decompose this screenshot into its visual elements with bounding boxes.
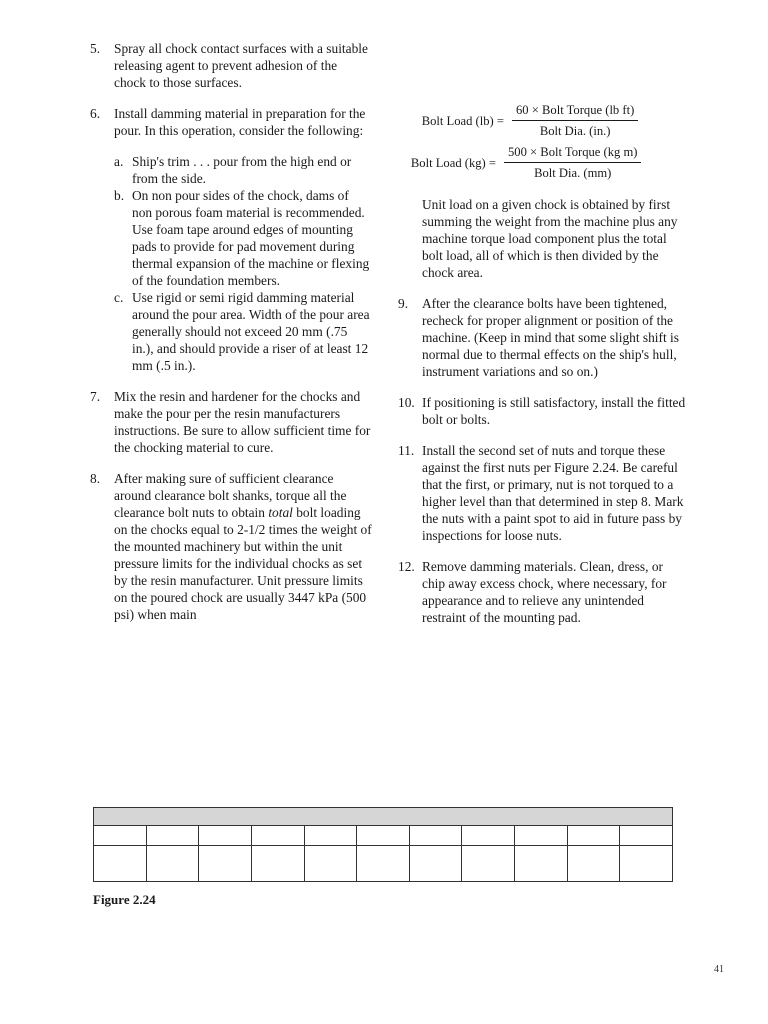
step-12 [398,558,688,626]
step-11 [398,442,688,544]
figure-caption: Figure 2.24 [93,892,156,907]
table-cell [409,846,462,882]
table-header-cell [94,808,673,826]
table-header-row [94,808,673,826]
step-text [114,471,372,622]
sub-label: b. [114,188,125,203]
table-cell [304,846,357,882]
step-8 [90,470,372,623]
figure-table [93,807,673,882]
sub-item-b [114,187,372,289]
unit-load-paragraph: Unit load on a given chock is obtained by first summing the weight from the machine plus any machine torque load component plus the total bolt load, all of which is then divided by the chock area. [422,197,678,280]
sub-text: On non pour sides of the chock, dams of non porous foam material is recommended. Use foam tape around edges of mounting pads to provide for pad movement during thermal expansion of the machine or flexing of the foundation members. [132,188,370,288]
step-6 [90,105,372,374]
step-text-before: After making sure of sufficient clearance around clearance bolt shanks, torque all the clearance bolt nuts to obtain [114,471,347,520]
table-cell [515,826,568,846]
table-cell [94,826,147,846]
table-row [94,826,673,846]
step-text: Mix the resin and hardener for the chocks and make the pour per the resin manufacturers instructions. Be sure to allow sufficient time for the chocking material to cure. [114,389,371,455]
table-cell [146,826,199,846]
sub-text: Use rigid or semi rigid damming material around the pour area. Width of the pour area generally should not exceed 20 mm (.75 in.), and should provide a riser of at least 12 mm (.5 in.). [132,290,370,373]
sub-item-c [114,289,372,374]
step-number: 6. [90,106,101,121]
table-cell [304,826,357,846]
step-text: Install damming material in preparation for the pour. In this operation, consider the following: [114,106,366,138]
sub-label: c. [114,290,124,305]
numerator: 60 × Bolt Torque (lb ft) [512,102,638,121]
denominator: Bolt Dia. (in.) [539,124,611,138]
step-7 [90,388,372,456]
table-row [94,846,673,882]
bolt-load-formulas [398,102,688,182]
numerator: 500 × Bolt Torque (kg m) [504,144,641,163]
step-text: If positioning is still satisfactory, install the fitted bolt or bolts. [422,395,686,427]
table-cell [357,846,410,882]
step-number: 9. [398,296,409,311]
table-cell [462,826,515,846]
table-cell [567,826,620,846]
denominator: Bolt Dia. (mm) [534,166,612,180]
step-text: Remove damming materials. Clean, dress, or chip away excess chock, where necessary, for appearance and to relieve any unintended restraint of the mounting pad. [422,559,667,625]
right-column [398,40,688,640]
sub-item-a [114,153,372,187]
fraction [500,144,645,182]
step-number: 12. [398,559,415,574]
table-cell [251,846,304,882]
fraction [508,102,642,140]
table-cell [251,826,304,846]
table-cell [620,826,673,846]
table-cell [146,846,199,882]
table-cell [515,846,568,882]
step-number: 10. [398,395,415,410]
table-cell [409,826,462,846]
table-cell [94,846,147,882]
step-text-after: bolt loading on the chocks equal to 2-1/2 times the weight of the mounted machinery but within the unit pressure limits for the individual chocks as set by the resin manufacturer. Unit pressure limits on the poured chock are usually 3447 kPa (500 psi) when main [114,505,372,622]
step-9 [398,295,688,380]
step-number: 11. [398,443,415,458]
formula-label: Bolt Load (lb) = [421,113,504,128]
step-text: After the clearance bolts have been tightened, recheck for proper alignment or position of the machine. (Keep in mind that some slight shift is normal due to thermal effects on the ship's hull, instrument variations and so on.) [422,296,679,379]
step-5 [90,40,372,91]
table-cell [567,846,620,882]
table-cell [199,846,252,882]
step-10 [398,394,688,428]
table-cell [357,826,410,846]
table-cell [462,846,515,882]
step-number: 7. [90,389,101,404]
table-cell [199,826,252,846]
sub-label: a. [114,154,124,169]
formula-kg [398,144,688,182]
emphasis-total: total [268,505,293,520]
step-number: 8. [90,471,101,486]
formula-lb [398,102,688,140]
left-column [90,40,372,637]
sub-text: Ship's trim . . . pour from the high end or from the side. [132,154,352,186]
formula-label: Bolt Load (kg) = [410,155,496,170]
page-number: 41 [714,964,724,975]
step-text: Spray all chock contact surfaces with a suitable releasing agent to prevent adhesion of the chock to those surfaces. [114,41,368,90]
step-number: 5. [90,41,101,56]
table-cell [620,846,673,882]
step-text: Install the second set of nuts and torque these against the first nuts per Figure 2.24. Be careful that the first, or primary, nut is not torqued to a higher level than that determined in step 8. Mark the nuts with a paint spot to aid in future pass by inspections for loose nuts. [422,443,684,543]
sub-list [114,153,372,374]
